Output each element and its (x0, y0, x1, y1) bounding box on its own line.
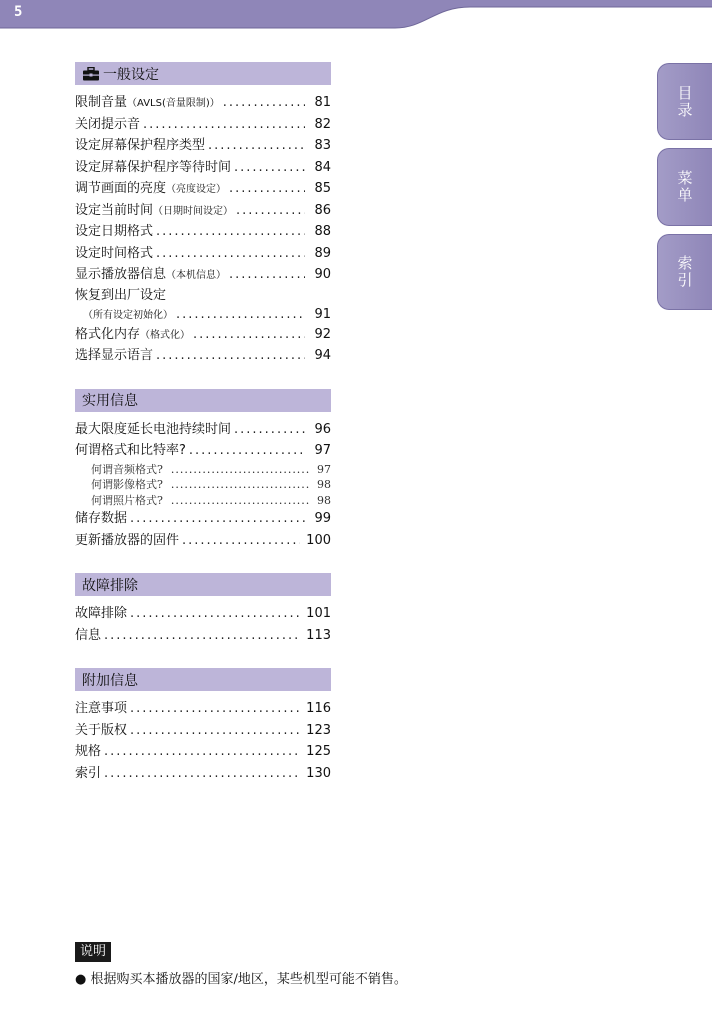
leader-dots (130, 698, 300, 720)
leader-dots (156, 243, 305, 265)
entry-text (75, 763, 101, 785)
page-ref: 99 (314, 511, 331, 526)
entry-text (75, 530, 179, 552)
entry-text (75, 741, 101, 763)
entry-text (75, 625, 101, 647)
leader-dots (223, 92, 305, 114)
page-ref: 81 (314, 95, 331, 110)
leader-dots (182, 530, 300, 552)
section-title: 一般设定 (103, 66, 159, 83)
page-ref: 113 (306, 627, 331, 643)
leader-dots (229, 264, 305, 286)
toc-entry[interactable] (75, 345, 331, 367)
leader-dots (208, 135, 305, 157)
toc-entry[interactable] (75, 508, 331, 530)
entry-label: 何谓音频格式? (91, 462, 163, 476)
toc-entry[interactable] (75, 530, 331, 552)
toolbox-icon (82, 67, 100, 81)
leader-dots (236, 200, 305, 222)
page-ref: 88 (314, 224, 331, 239)
page-ref: 84 (314, 159, 331, 175)
entry-label: 设定当前时间 (75, 202, 154, 218)
page-ref: 125 (306, 744, 331, 759)
entry-label: 规格 (75, 744, 102, 759)
leader-dots (234, 157, 305, 179)
page-ref: 101 (306, 606, 331, 621)
leader-dots (171, 493, 309, 509)
entry-text (75, 324, 190, 347)
entry-label: 恢复到出厂设定 (75, 287, 167, 303)
toc-entry[interactable] (75, 243, 331, 265)
tab-contents[interactable] (657, 63, 712, 140)
toc-entry[interactable] (75, 92, 331, 114)
note-tag: 说明 (75, 942, 111, 962)
toc-section (75, 389, 331, 552)
entry-text (75, 419, 231, 441)
section-title: 附加信息 (82, 672, 138, 689)
page-ref: 100 (306, 532, 331, 548)
entry-text (91, 493, 163, 509)
entry-line (75, 305, 331, 324)
section-header (75, 668, 331, 691)
page-ref: 116 (306, 701, 331, 716)
page-ref: 94 (314, 348, 331, 363)
tab-index[interactable] (657, 234, 712, 310)
leader-dots (193, 324, 305, 346)
entry-text (75, 720, 127, 742)
toc-entry[interactable] (75, 286, 331, 324)
toc-section (75, 573, 331, 646)
page-number: 5 (14, 4, 23, 20)
page-ref: 89 (314, 245, 331, 261)
entry-label: 储存数据 (75, 511, 128, 526)
page-ref: 97 (314, 443, 331, 458)
tab-contents-label: 目录 (675, 84, 694, 119)
entry-label: 关闭提示音 (75, 116, 141, 132)
entry-label: 设定时间格式 (75, 245, 154, 261)
section-title: 故障排除 (82, 577, 138, 594)
toc-subentry[interactable] (75, 493, 331, 509)
entry-note: （日期时间设定） (153, 205, 234, 217)
toc-entry[interactable] (75, 720, 331, 742)
leader-dots (171, 477, 309, 493)
toc-entry[interactable] (75, 440, 331, 462)
entry-text (75, 698, 127, 720)
toc-entry[interactable] (75, 625, 331, 647)
entry-label: 显示播放器信息 (75, 267, 167, 282)
entry-text (75, 157, 231, 179)
page-ref: 130 (306, 765, 331, 781)
entry-text (91, 462, 163, 478)
toc-entry[interactable] (75, 603, 331, 625)
entry-text (75, 92, 220, 115)
entry-label: 最大限度延长电池持续时间 (75, 421, 232, 437)
toc-entry[interactable] (75, 324, 331, 346)
entry-text (75, 345, 153, 367)
leader-dots (176, 305, 305, 324)
entry-text (91, 477, 163, 493)
page-ref: 123 (306, 722, 331, 738)
entry-text (75, 603, 127, 625)
entry-label: 注意事项 (75, 701, 128, 716)
entry-label: 索引 (75, 765, 102, 781)
section-title: 实用信息 (82, 393, 138, 409)
section-header (75, 389, 331, 412)
entry-text (75, 135, 205, 157)
entry-note: （本机信息） (166, 270, 227, 281)
toc-entry[interactable] (75, 221, 331, 243)
toc-section (75, 668, 331, 784)
section-header (75, 62, 331, 85)
entry-text (75, 264, 226, 287)
page-ref: 98 (317, 478, 331, 491)
page-ref: 96 (314, 421, 331, 437)
entry-note: （AVLS(音量限制)） (127, 98, 220, 109)
table-of-contents (75, 62, 331, 806)
entry-text (75, 508, 127, 530)
toc-entry[interactable] (75, 741, 331, 763)
toc-entry[interactable] (75, 264, 331, 286)
toc-subentry[interactable] (75, 477, 331, 493)
entry-text (75, 243, 153, 265)
leader-dots (143, 114, 305, 136)
page-ref: 83 (314, 138, 331, 153)
leader-dots (104, 763, 300, 785)
leader-dots (130, 508, 305, 530)
leader-dots (171, 462, 309, 478)
leader-dots (104, 741, 300, 763)
leader-dots (156, 345, 305, 367)
entry-text (75, 200, 233, 223)
header-banner (0, 0, 712, 32)
entry-label: 限制音量 (75, 95, 128, 110)
toc-entry[interactable] (75, 114, 331, 136)
toc-entry[interactable] (75, 200, 331, 222)
entry-label: 设定屏幕保护程序类型 (75, 138, 206, 153)
entry-label: 设定日期格式 (75, 224, 154, 239)
toc-entry[interactable] (75, 698, 331, 720)
toc-entry[interactable] (75, 135, 331, 157)
leader-dots (189, 440, 305, 462)
page-ref: 86 (314, 202, 331, 218)
page-ref: 97 (317, 462, 331, 476)
entry-note: （亮度设定） (166, 184, 227, 195)
note-text: ● 根据购买本播放器的国家/地区，某些机型可能不销售。 (75, 972, 407, 987)
leader-dots (156, 221, 305, 243)
page-ref: 85 (314, 181, 331, 196)
tab-menu-label: 菜单 (675, 170, 694, 204)
entry-label: 更新播放器的固件 (75, 532, 180, 548)
leader-dots (130, 603, 300, 625)
entry-label: 故障排除 (75, 606, 128, 621)
toc-section (75, 62, 331, 367)
entry-text (75, 221, 153, 243)
entry-text (75, 178, 226, 201)
page-ref: 92 (314, 326, 331, 342)
toc-entry[interactable] (75, 763, 331, 785)
entry-label: 何谓格式和比特率? (75, 443, 186, 458)
page-ref: 91 (314, 306, 331, 322)
page-ref: 90 (314, 267, 331, 282)
leader-dots (104, 625, 300, 647)
note-box (75, 940, 635, 987)
leader-dots (234, 419, 305, 441)
entry-label: 信息 (75, 627, 102, 643)
leader-dots (130, 720, 300, 742)
entry-note: （格式化） (140, 329, 191, 341)
entry-label: 选择显示语言 (75, 348, 154, 363)
tab-menu[interactable] (657, 148, 712, 226)
leader-dots (229, 178, 305, 200)
entry-note: （所有设定初始化） (83, 309, 173, 321)
toc-entry[interactable] (75, 178, 331, 200)
entry-label: 调节画面的亮度 (75, 181, 167, 196)
tab-index-label: 索引 (675, 255, 694, 289)
toc-subentry[interactable] (75, 462, 331, 478)
entry-label: 设定屏幕保护程序等待时间 (75, 159, 232, 175)
entry-label: 格式化内存 (75, 326, 141, 342)
page-ref: 82 (314, 116, 331, 132)
entry-text (75, 440, 186, 462)
entry-label: 关于版权 (75, 722, 128, 738)
section-header (75, 573, 331, 596)
toc-entry[interactable] (75, 419, 331, 441)
toc-entry[interactable] (75, 157, 331, 179)
entry-line (75, 286, 331, 305)
page-ref: 98 (317, 493, 331, 507)
entry-text (75, 114, 140, 136)
entry-label: 何谓影像格式? (91, 478, 163, 491)
entry-label: 何谓照片格式? (91, 493, 163, 507)
